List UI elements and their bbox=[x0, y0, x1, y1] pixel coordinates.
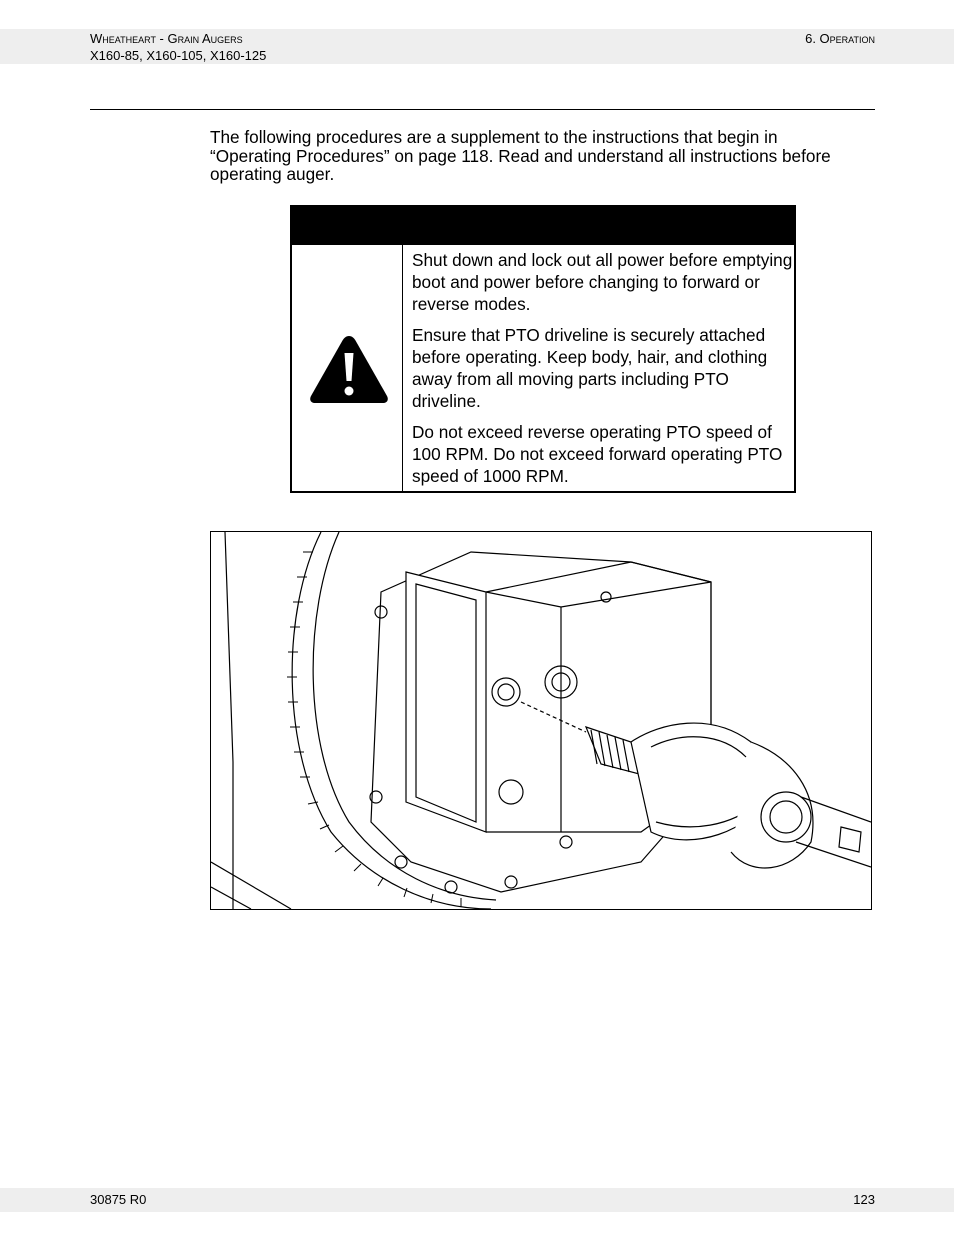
document-number: 30875 R0 bbox=[90, 1192, 147, 1207]
header-left bbox=[90, 30, 266, 64]
section-title: 6. Operation bbox=[805, 31, 875, 46]
warning-text bbox=[412, 249, 796, 496]
warning-box bbox=[290, 205, 796, 493]
warning-paragraph-3: Do not exceed reverse operating PTO speed of 100 RPM. Do not exceed forward operating PTO speed of 1000 RPM. bbox=[412, 422, 783, 486]
warning-icon-cell bbox=[292, 245, 403, 491]
warning-paragraph-2: Ensure that PTO driveline is securely attached before operating. Keep body, hair, and clothing away from all moving parts including PTO driveline. bbox=[412, 325, 768, 411]
manual-title: Wheatheart - Grain Augers bbox=[90, 31, 243, 46]
header-rule bbox=[90, 109, 875, 110]
warning-triangle-icon bbox=[308, 333, 390, 405]
gearbox-pto-illustration bbox=[210, 531, 872, 910]
page-number: 123 bbox=[853, 1192, 875, 1207]
warning-paragraph-1: Shut down and lock out all power before emptying boot and power before changing to forward or reverse modes. bbox=[412, 250, 793, 314]
intro-paragraph: The following procedures are a supplement to the instructions that begin in “Operating Procedures” on page 118. Read and understand all instructions before operating auger. bbox=[210, 127, 831, 184]
model-list: X160-85, X160-105, X160-125 bbox=[90, 48, 267, 63]
warning-header-bar bbox=[290, 205, 796, 245]
gearbox-drawing bbox=[211, 532, 871, 909]
